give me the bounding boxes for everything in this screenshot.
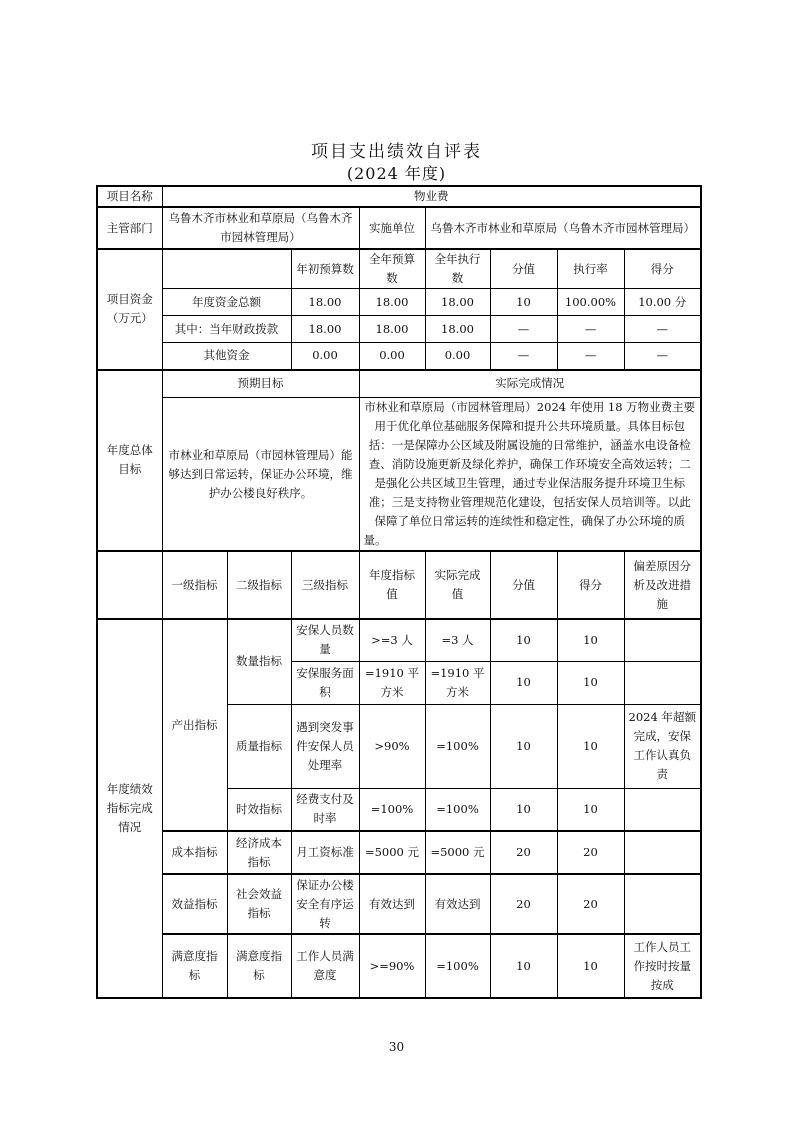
doc-subtitle: (2024 年度) — [346, 164, 447, 183]
level1-output-cell: 产出指标 — [162, 619, 227, 831]
score-cell: 20 — [557, 831, 624, 874]
project-name-label-cell: 项目名称 — [97, 186, 162, 207]
funds-cell-initial-budget: 18.00 — [291, 289, 359, 316]
funds-row-name: 其中：当年财政拨款 — [162, 316, 291, 343]
funds-row-name: 其他资金 — [162, 343, 291, 370]
deviation-cell — [624, 619, 701, 661]
funds-col-execution-rate: 执行率 — [557, 249, 624, 289]
indicators-col-level1: 一级指标 — [162, 551, 227, 619]
level2-quality-cell: 质量指标 — [227, 704, 291, 788]
level3-cell: 安保服务面积 — [291, 661, 359, 704]
level2-social-benefit-cell: 社会效益指标 — [227, 874, 291, 934]
score-value-cell: 10 — [490, 704, 557, 788]
expected-goal-header-cell: 预期目标 — [162, 370, 359, 398]
expected-goal-text-cell: 市林业和草原局（市园林管理局）能够达到日常运转，保证办公环境，维护办公楼良好秩序。 — [162, 398, 359, 552]
annual-target-cell: =1910 平方米 — [359, 661, 425, 704]
level3-cell: 保证办公楼安全有序运转 — [291, 874, 359, 934]
funds-cell-annual-budget: 0.00 — [359, 343, 425, 370]
department-label-cell: 主管部门 — [97, 207, 162, 249]
indicators-col-actual-value: 实际完成值 — [425, 551, 490, 619]
deviation-cell — [624, 661, 701, 704]
funds-cell-initial-budget: 18.00 — [291, 316, 359, 343]
level3-cell: 月工资标准 — [291, 831, 359, 874]
indicators-label-cell: 年度绩效指标完成情况 — [97, 619, 162, 998]
level3-cell: 安保人员数量 — [291, 619, 359, 661]
annual-target-cell: =5000 元 — [359, 831, 425, 874]
funds-cell-annual-execution: 18.00 — [425, 289, 490, 316]
score-value-cell: 10 — [490, 619, 557, 661]
funds-cell-score-value: 10 — [490, 289, 557, 316]
funds-cell-annual-budget: 18.00 — [359, 316, 425, 343]
self-evaluation-table — [96, 185, 702, 999]
funds-cell-execution-rate: — — [557, 343, 624, 370]
implementing-unit-label-cell: 实施单位 — [359, 207, 425, 249]
annual-goal-label-cell: 年度总体目标 — [97, 370, 162, 552]
funds-row-name: 年度资金总额 — [162, 289, 291, 316]
funds-cell-score-value: — — [490, 316, 557, 343]
level1-satisfaction-cell: 满意度指标 — [162, 934, 227, 998]
actual-value-cell: =5000 元 — [425, 831, 490, 874]
deviation-cell — [624, 874, 701, 934]
funds-cell-score: — — [624, 316, 701, 343]
annual-target-cell: =100% — [359, 788, 425, 831]
actual-value-cell: =100% — [425, 934, 490, 998]
level2-timeliness-cell: 时效指标 — [227, 788, 291, 831]
project-name-value-cell: 物业费 — [162, 186, 701, 207]
score-value-cell: 20 — [490, 831, 557, 874]
indicators-col-level3: 三级指标 — [291, 551, 359, 619]
funds-cell-annual-execution: 18.00 — [425, 316, 490, 343]
score-cell: 10 — [557, 788, 624, 831]
level2-quantity-cell: 数量指标 — [227, 619, 291, 704]
funds-col-annual-budget: 全年预算数 — [359, 249, 425, 289]
funds-col-score-value: 分值 — [490, 249, 557, 289]
level1-cost-cell: 成本指标 — [162, 831, 227, 874]
actual-value-cell: =3 人 — [425, 619, 490, 661]
actual-value-cell: =100% — [425, 788, 490, 831]
score-cell: 10 — [557, 934, 624, 998]
indicators-col-annual-target: 年度指标值 — [359, 551, 425, 619]
indicators-col-score-value: 分值 — [490, 551, 557, 619]
page-number: 30 — [388, 1040, 405, 1054]
indicators-col-score: 得分 — [557, 551, 624, 619]
funds-spacer-cell — [162, 249, 291, 289]
funds-cell-score-value: — — [490, 343, 557, 370]
deviation-cell: 工作人员工作按时按量按成 — [624, 934, 701, 998]
level2-satisfaction-cell: 满意度指标 — [227, 934, 291, 998]
score-cell: 20 — [557, 874, 624, 934]
score-cell: 10 — [557, 704, 624, 788]
funds-cell-initial-budget: 0.00 — [291, 343, 359, 370]
funds-cell-annual-budget: 18.00 — [359, 289, 425, 316]
deviation-cell — [624, 788, 701, 831]
funds-cell-score: — — [624, 343, 701, 370]
annual-target-cell: 有效达到 — [359, 874, 425, 934]
funds-col-initial-budget: 年初预算数 — [291, 249, 359, 289]
funds-cell-score: 10.00 分 — [624, 289, 701, 316]
level3-cell: 经费支付及时率 — [291, 788, 359, 831]
indicators-col-level2: 二级指标 — [227, 551, 291, 619]
score-value-cell: 10 — [490, 661, 557, 704]
level2-economic-cost-cell: 经济成本指标 — [227, 831, 291, 874]
indicators-col-deviation: 偏差原因分析及改进措施 — [624, 551, 701, 619]
funds-col-annual-execution: 全年执行数 — [425, 249, 490, 289]
funds-cell-execution-rate: 100.00% — [557, 289, 624, 316]
annual-target-cell: >=90% — [359, 934, 425, 998]
implementing-unit-value-cell: 乌鲁木齐市林业和草原局（乌鲁木齐市园林管理局） — [425, 207, 701, 249]
actual-value-cell: =100% — [425, 704, 490, 788]
doc-title: 项目支出绩效自评表 — [311, 142, 482, 162]
deviation-cell — [624, 831, 701, 874]
level3-cell: 遇到突发事件安保人员处理率 — [291, 704, 359, 788]
actual-completion-text-cell: 市林业和草原局（市园林管理局）2024 年使用 18 万物业费主要用于优化单位基础服务保障和提升公共环境质量。具体目标包括：一是保障办公区域及附属设施的日常维护，涵盖水电设备检查、消防设施更新及绿化养护，确保工作环境安全高效运转；二是强化公共区域卫生管理，通过专业保洁服务提升环境卫生标准；三是支持物业管理规范化建设，包括安保人员培训等。以此保障了单位日常运转的连续性和稳定性，确保了办公环境的质量。 — [359, 398, 701, 552]
score-cell: 10 — [557, 619, 624, 661]
actual-value-cell: =1910 平方米 — [425, 661, 490, 704]
annual-target-cell: >90% — [359, 704, 425, 788]
funds-label-cell: 项目资金（万元） — [97, 249, 162, 370]
actual-value-cell: 有效达到 — [425, 874, 490, 934]
level3-cell: 工作人员满意度 — [291, 934, 359, 998]
score-value-cell: 10 — [490, 934, 557, 998]
score-value-cell: 10 — [490, 788, 557, 831]
deviation-cell: 2024 年超额完成，安保工作认真负责 — [624, 704, 701, 788]
actual-completion-header-cell: 实际完成情况 — [359, 370, 701, 398]
score-value-cell: 20 — [490, 874, 557, 934]
funds-cell-execution-rate: — — [557, 316, 624, 343]
funds-col-score: 得分 — [624, 249, 701, 289]
department-value-cell: 乌鲁木齐市林业和草原局（乌鲁木齐市园林管理局） — [162, 207, 359, 249]
indicators-spacer-cell — [97, 551, 162, 619]
annual-target-cell: >=3 人 — [359, 619, 425, 661]
level1-benefit-cell: 效益指标 — [162, 874, 227, 934]
funds-cell-annual-execution: 0.00 — [425, 343, 490, 370]
score-cell: 10 — [557, 661, 624, 704]
